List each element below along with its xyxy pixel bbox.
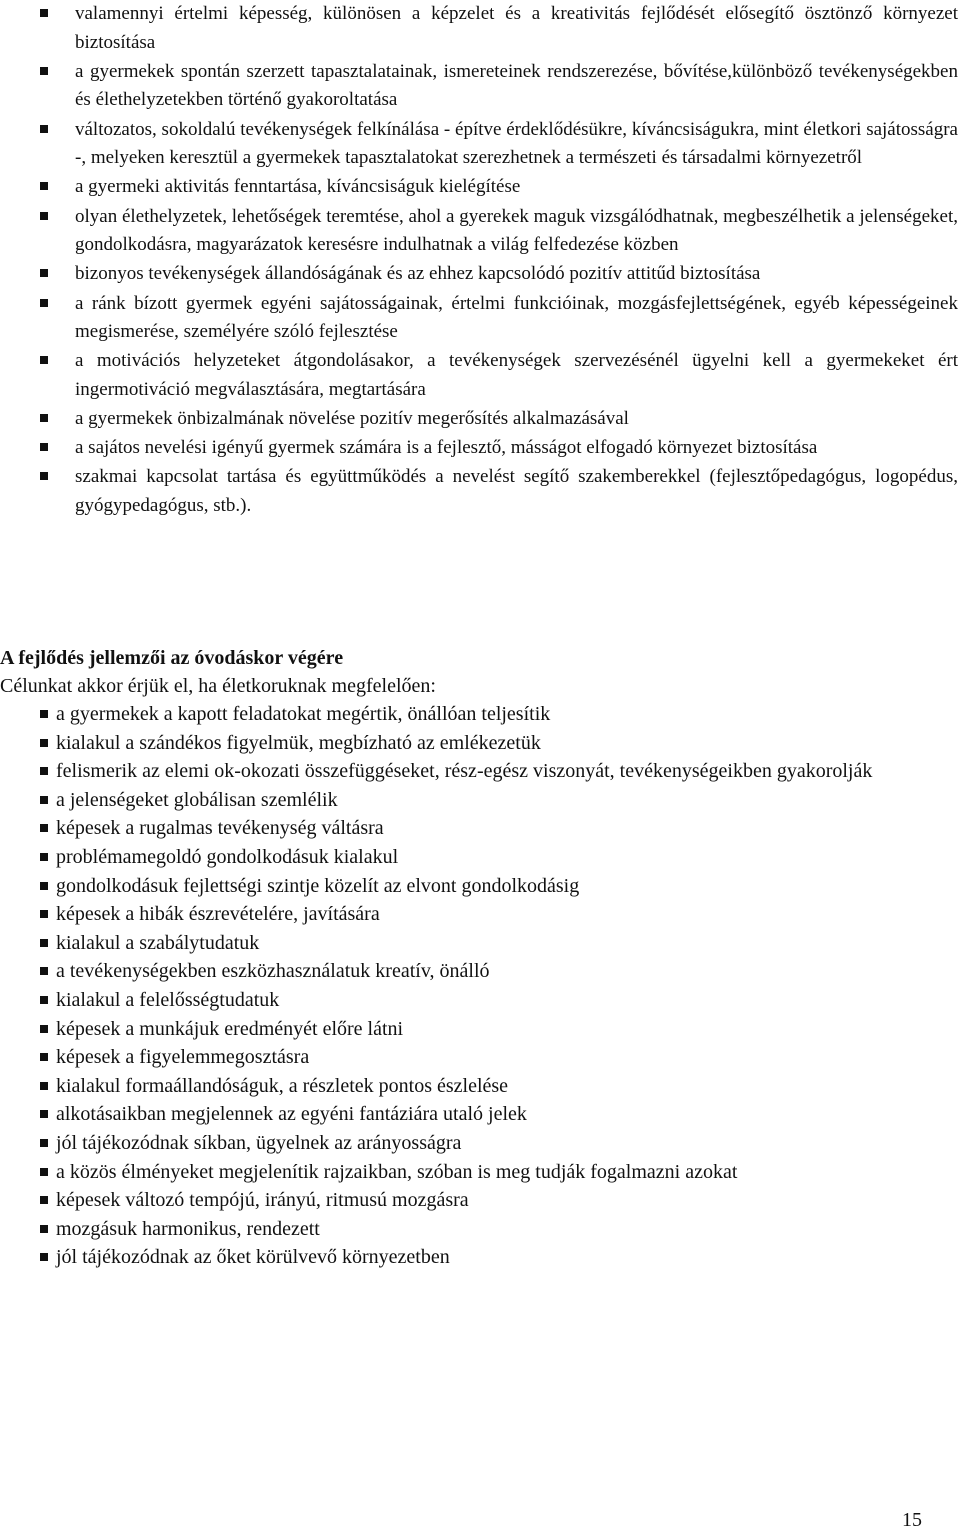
- list-item: [40, 700, 958, 729]
- list-item: [40, 0, 958, 57]
- list-item-text: képesek a figyelemmegosztásra: [56, 1046, 310, 1069]
- square-bullet-icon: [40, 796, 48, 804]
- list-item-text: kialakul formaállandóságuk, a részletek pontos észlelése: [56, 1074, 509, 1097]
- list-item: [40, 290, 958, 347]
- square-bullet-icon: [40, 1196, 48, 1204]
- list-item-text: képesek a rugalmas tevékenység váltásra: [56, 817, 384, 840]
- list-item: [40, 786, 958, 815]
- list-item: [40, 757, 958, 786]
- list-item-text: a ránk bízott gyermek egyéni sajátosságainak, értelmi funkcióinak, mozgásfejlettségének, egyéb képességeinek megismerése, személyére szóló fejlesztése: [75, 292, 958, 343]
- list-item-text: képesek a hibák észrevételére, javítására: [56, 903, 380, 926]
- list-item: [40, 1215, 958, 1244]
- top-bullet-list: [40, 0, 958, 521]
- square-bullet-icon: [40, 443, 48, 451]
- square-bullet-icon: [40, 710, 48, 718]
- list-item-text: alkotásaikban megjelennek az egyéni fantáziára utaló jelek: [56, 1103, 527, 1126]
- list-item-text: képesek változó tempójú, irányú, ritmusú mozgásra: [56, 1189, 469, 1212]
- square-bullet-icon: [40, 1025, 48, 1033]
- square-bullet-icon: [40, 1110, 48, 1118]
- list-item: [40, 203, 958, 260]
- list-item-text: szakmai kapcsolat tartása és együttműködés a nevelést segítő szakemberekkel (fejlesztőpedagógus, logopédus, gyógypedagógus, stb.).: [75, 466, 958, 517]
- square-bullet-icon: [40, 182, 48, 190]
- list-item: [40, 986, 958, 1015]
- list-item: [40, 900, 958, 929]
- square-bullet-icon: [40, 299, 48, 307]
- page-number: 15: [902, 1509, 922, 1531]
- list-item: [40, 1243, 958, 1272]
- square-bullet-icon: [40, 996, 48, 1004]
- list-item-text: bizonyos tevékenységek állandóságának és az ehhez kapcsolódó pozitív attitűd biztosítása: [75, 263, 761, 285]
- square-bullet-icon: [40, 967, 48, 975]
- list-item-text: a sajátos nevelési igényű gyermek számára is a fejlesztő, másságot elfogadó környezet biztosítása: [75, 437, 818, 459]
- square-bullet-icon: [40, 1225, 48, 1233]
- list-item-text: a gyermekek spontán szerzett tapasztalatainak, ismereteinek rendszerezése, bővítése,különböző tevékenységekben és élethelyzetekben történő gyakoroltatása: [75, 60, 958, 111]
- square-bullet-icon: [40, 1168, 48, 1176]
- list-item: [40, 1015, 958, 1044]
- square-bullet-icon: [40, 269, 48, 277]
- square-bullet-icon: [40, 212, 48, 220]
- square-bullet-icon: [40, 767, 48, 775]
- list-item-text: kialakul a szabálytudatuk: [56, 931, 260, 954]
- list-item-text: változatos, sokoldalú tevékenységek felkínálása - építve érdeklődésükre, kíváncsiságukra, mint életkori sajátosságra -, melyeken keresztül a gyermekek tapasztalatokat szerezhetnek a természeti és társadalmi környezetről: [75, 118, 958, 169]
- square-bullet-icon: [40, 882, 48, 890]
- square-bullet-icon: [40, 1139, 48, 1147]
- list-item: [40, 405, 958, 434]
- square-bullet-icon: [40, 824, 48, 832]
- list-item: [40, 1072, 958, 1101]
- list-item: [40, 1043, 958, 1072]
- square-bullet-icon: [40, 1053, 48, 1061]
- square-bullet-icon: [40, 739, 48, 747]
- square-bullet-icon: [40, 67, 48, 75]
- list-item: [40, 729, 958, 758]
- list-item-text: jól tájékozódnak az őket körülvevő környezetben: [56, 1246, 450, 1269]
- list-item-text: kialakul a felelősségtudatuk: [56, 988, 280, 1011]
- list-item-text: képesek a munkájuk eredményét előre látni: [56, 1017, 404, 1040]
- list-item: [40, 843, 958, 872]
- list-item: [40, 814, 958, 843]
- list-item: [40, 1100, 958, 1129]
- list-item-text: gondolkodásuk fejlettségi szintje közelít az elvont gondolkodásig: [56, 874, 580, 897]
- list-item: [40, 260, 958, 289]
- square-bullet-icon: [40, 414, 48, 422]
- list-item-text: a motivációs helyzeteket átgondolásakor, a tevékenységek szervezésénél ügyelni kell a gyermekeket ért ingermotiváció megválasztására, megtartására: [75, 350, 958, 400]
- list-item-text: olyan élethelyzetek, lehetőségek teremtése, ahol a gyerekek maguk vizsgálódhatnak, megbeszélhetik a jelenségeket, gondolkodásra, magyarázatok keresésre indulhatnak a világ felfedezése közben: [75, 205, 958, 256]
- list-item: [40, 116, 958, 173]
- list-item: [40, 173, 958, 202]
- square-bullet-icon: [40, 472, 48, 480]
- list-item-text: valamennyi értelmi képesség, különösen a képzelet és a kreativitás fejlődését elősegítő ösztönző környezet biztosítása: [75, 3, 958, 53]
- bottom-bullet-list: [40, 700, 958, 1272]
- square-bullet-icon: [40, 356, 48, 364]
- list-item-text: a közös élményeket megjelenítik rajzaikban, szóban is meg tudják fogalmazni azokat: [56, 1160, 738, 1183]
- list-item: [40, 957, 958, 986]
- square-bullet-icon: [40, 9, 48, 17]
- list-item-text: a jelenségeket globálisan szemlélik: [56, 788, 338, 811]
- list-item-text: felismerik az elemi ok-okozati összefüggéseket, rész-egész viszonyát, tevékenységeikben gyakorolják: [56, 760, 873, 783]
- list-item: [40, 58, 958, 115]
- list-item: [40, 1158, 958, 1187]
- list-item: [40, 872, 958, 901]
- list-item-text: a gyermekek önbizalmának növelése pozitív megerősítés alkalmazásával: [75, 408, 629, 430]
- square-bullet-icon: [40, 125, 48, 133]
- list-item-text: jól tájékozódnak síkban, ügyelnek az arányosságra: [56, 1131, 462, 1154]
- list-item-text: a gyermeki aktivitás fenntartása, kíváncsiságuk kielégítése: [75, 176, 521, 198]
- list-item: [40, 347, 958, 404]
- square-bullet-icon: [40, 1082, 48, 1090]
- square-bullet-icon: [40, 853, 48, 861]
- list-item-text: kialakul a szándékos figyelmük, megbízható az emlékezetük: [56, 731, 541, 754]
- list-item: [40, 929, 958, 958]
- list-item: [40, 434, 958, 463]
- list-item-text: problémamegoldó gondolkodásuk kialakul: [56, 845, 399, 868]
- list-item-text: a tevékenységekben eszközhasználatuk kreatív, önálló: [56, 960, 490, 983]
- square-bullet-icon: [40, 910, 48, 918]
- list-item: [40, 463, 958, 520]
- square-bullet-icon: [40, 1253, 48, 1261]
- list-item-text: a gyermekek a kapott feladatokat megértik, önállóan teljesítik: [56, 703, 551, 725]
- list-item-text: mozgásuk harmonikus, rendezett: [56, 1217, 320, 1240]
- section-intro: Célunkat akkor érjük el, ha életkoruknak megfelelően:: [0, 675, 436, 697]
- section-heading: A fejlődés jellemzői az óvodáskor végére: [0, 647, 344, 669]
- list-item: [40, 1186, 958, 1215]
- square-bullet-icon: [40, 939, 48, 947]
- list-item: [40, 1129, 958, 1158]
